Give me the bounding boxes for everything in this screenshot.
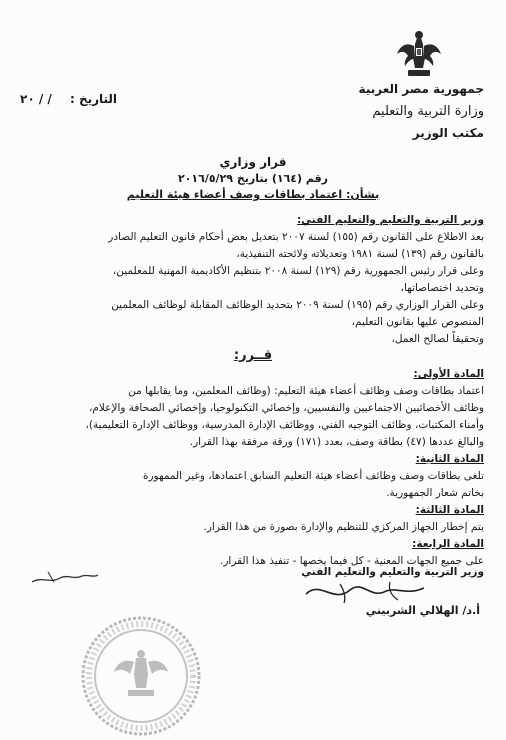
office-name: مكتب الوزير [412, 126, 484, 140]
minister-heading: وزير التربية والتعليم والتعليم الفني: [296, 214, 484, 226]
article-line: يتم إخطار الجهاز المركزي للتنظيم والإدارة بصورة من هذا القرار. [203, 521, 484, 533]
decree-type: قرار وزاري [219, 155, 287, 169]
article-title: المادة الثانية: [415, 453, 484, 465]
signatory-name: أ.د/ الهلالي الشربيني [365, 604, 480, 617]
preamble-line: وتحديد اختصاصاتها، [400, 282, 484, 294]
preamble-line: وعلى القرار الوزاري رقم (١٩٥) لسنة ٢٠٠٩ بتحديد الوظائف المقابلة لوظائف المعلمين [111, 299, 484, 311]
article-line: وأمناء المكتبات، وظائف التوجيه الفني، ووظائف الإدارة المدرسية، ووظائف الإدارة التعليمية)، [85, 419, 484, 431]
decree-number-date: رقم (١٦٤) بتاريخ ٢٠١٦/٥/٢٩ [177, 172, 329, 185]
article-line: والبالغ عددها (٤٧) بطاقة وصف، بعدد (١٧١) ورقة مرفقة بهذا القرار. [189, 436, 484, 448]
article-title: المادة الأولى: [413, 368, 484, 380]
preamble [22, 212, 484, 348]
signatory-title: وزير التربية والتعليم والتعليم الفني [301, 566, 484, 578]
preamble-line: بعد الاطلاع على القانون رقم (١٥٥) لسنة ٢٠٠٧ بتعديل بعض أحكام قانون التعليم الصادر [108, 231, 484, 243]
date-field [20, 92, 117, 106]
article-title: المادة الثالثة: [415, 504, 484, 516]
preamble-line: المنصوص عليها بقانون التعليم، [351, 316, 484, 328]
date-value: / / ٢٠ [20, 92, 52, 106]
preamble-line: بالقانون رقم (١٣٩) لسنة ١٩٨١ وتعديلاته ولائحته التنفيذية، [236, 248, 484, 260]
decree-word: قــرر: [233, 348, 273, 363]
eagle-emblem-icon [396, 28, 442, 80]
preamble-line: وعلى قرار رئيس الجمهورية رقم (١٢٩) لسنة ٢٠٠٨ بتنظيم الأكاديمية المهنية للمعلمين، [112, 265, 484, 277]
article-line: اعتماد بطاقات وصف وظائف أعضاء هيئة التعليم: (وظائف المعلمين، وما يقابلها من [128, 385, 484, 397]
decree-subject: بشأن: اعتماد بطاقات وصف أعضاء هيئة التعليم [126, 188, 380, 201]
article-line: على جميع الجهات المعنية - كل فيما يخصها - تنفيذ هذا القرار. [220, 555, 484, 567]
article-line: تلغى بطاقات وصف وظائف أعضاء هيئة التعليم السابق اعتمادها، وغير الممهورة [142, 470, 484, 482]
initials-scribble [30, 566, 100, 588]
ministry-name: وزارة التربية والتعليم [372, 104, 484, 119]
handwritten-signature [300, 576, 430, 606]
official-seal-icon [76, 612, 206, 738]
article-line: بخاتم شعار الجمهورية. [386, 487, 484, 499]
articles [22, 366, 484, 570]
country-name: جمهورية مصر العربية [358, 82, 484, 96]
article-title: المادة الرابعة: [412, 538, 484, 550]
preamble-line: وتحقيقاً لصالح العمل، [391, 333, 484, 345]
article-line: وظائف الأخصائيين الاجتماعيين والنفسيين، وإخصائي التكنولوجيا، وإخصائي الصحافة والإعلام، [89, 402, 484, 414]
date-label: التاريخ : [69, 92, 118, 106]
